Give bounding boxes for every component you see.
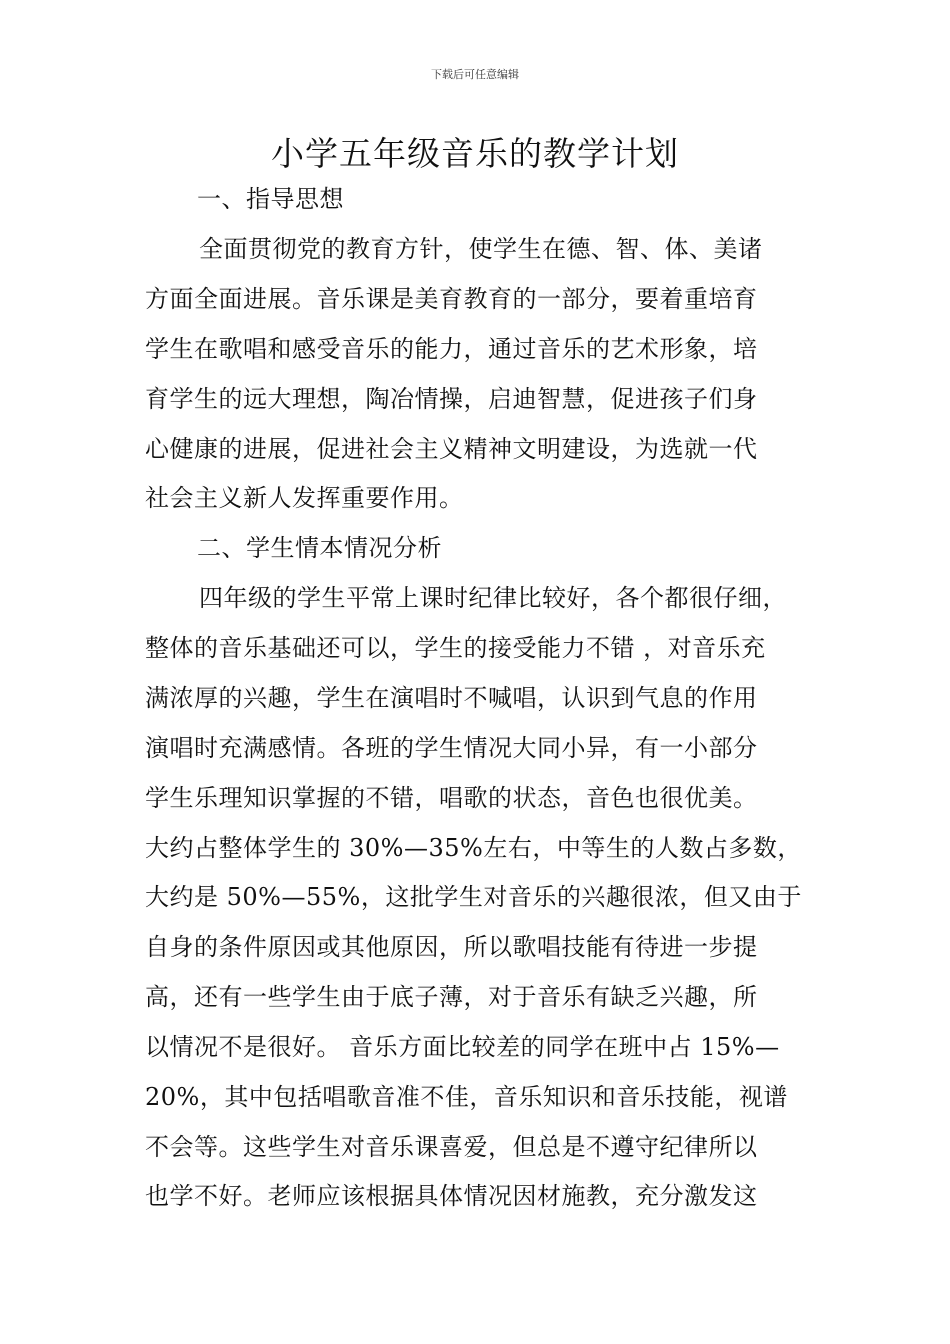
paragraph-line: 四年级的学生平常上课时纪律比较好，各个都很仔细， (199, 584, 787, 612)
document-title: 小学五年级音乐的教学计划 (271, 134, 679, 173)
paragraph-line: 大约是 50%—55%，这批学生对音乐的兴趣很浓，但又由于 (145, 883, 802, 911)
paragraph-line: 满浓厚的兴趣，学生在演唱时不喊唱，认识到气息的作用 (145, 684, 758, 712)
paragraph-line: 不会等。这些学生对音乐课喜爱，但总是不遵守纪律所以 (145, 1133, 758, 1161)
paragraph-line: 社会主义新人发挥重要作用。 (145, 484, 464, 512)
paragraph-line: 也学不好。老师应该根据具体情况因材施教，充分激发这 (145, 1182, 758, 1210)
paragraph-line: 大约占整体学生的 30%—35%左右，中等生的人数占多数， (145, 834, 802, 862)
paragraph-line: 以情况不是很好。 音乐方面比较差的同学在班中占 15%— (145, 1033, 780, 1061)
paragraph-line: 高，还有一些学生由于底子薄，对于音乐有缺乏兴趣，所 (145, 983, 758, 1011)
paragraph-line: 学生在歌唱和感受音乐的能力，通过音乐的艺术形象，培 (145, 335, 758, 363)
section-heading-student-analysis: 二、学生情本情况分析 (197, 534, 442, 562)
section-heading-guiding-thought: 一、指导思想 (197, 185, 344, 213)
paragraph-line: 方面全面进展。音乐课是美育教育的一部分，要着重培育 (145, 285, 758, 313)
paragraph-line: 心健康的进展，促进社会主义精神文明建设，为选就一代 (145, 435, 758, 463)
paragraph-line: 学生乐理知识掌握的不错，唱歌的状态，音色也很优美。 (145, 784, 758, 812)
paragraph-line: 自身的条件原因或其他原因，所以歌唱技能有待进一步提 (145, 933, 758, 961)
paragraph-line: 20%，其中包括唱歌音准不佳，音乐知识和音乐技能，视谱 (145, 1083, 788, 1111)
paragraph-line: 育学生的远大理想，陶冶情操，启迪智慧，促进孩子们身 (145, 385, 758, 413)
paragraph-line: 全面贯彻党的教育方针，使学生在德、智、体、美诸 (199, 235, 763, 263)
paragraph-line: 整体的音乐基础还可以，学生的接受能力不错 ，对音乐充 (145, 634, 766, 662)
header-note: 下载后可任意编辑 (431, 68, 519, 81)
paragraph-line: 演唱时充满感情。各班的学生情况大同小异，有一小部分 (145, 734, 758, 762)
